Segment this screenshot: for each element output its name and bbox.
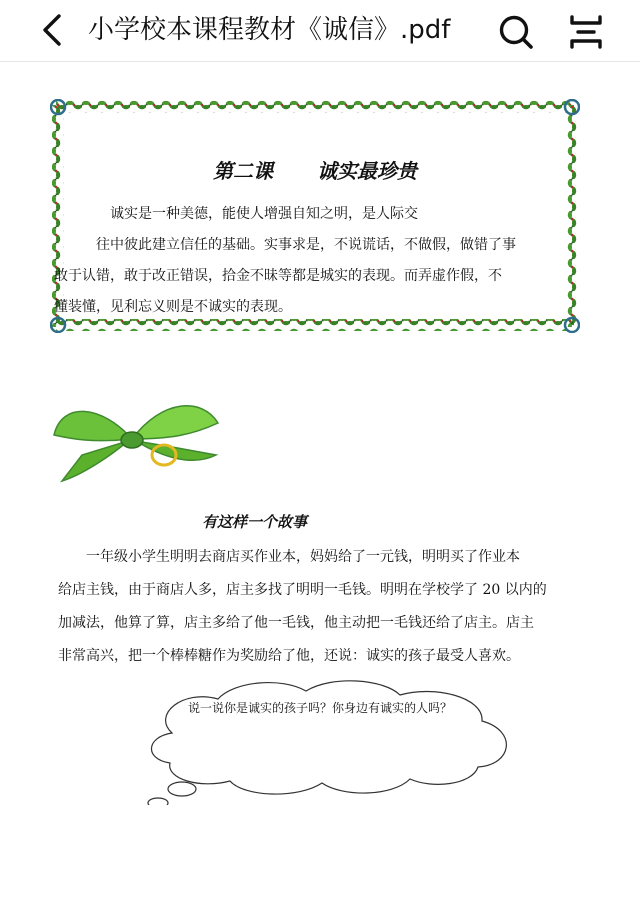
story-body [58, 541, 598, 673]
story-line: 给店主钱，由于商店人多，店主多找了明明一毛钱。明明在学校学了 20 以内的 [58, 582, 547, 598]
cloud-icon [122, 675, 522, 805]
bow-image [52, 395, 220, 487]
lesson-intro [54, 199, 574, 323]
lesson-heading [50, 155, 580, 184]
lesson-frame [50, 99, 580, 333]
lesson-line: 懂装懂，见利忘义则是不诚实的表现。 [54, 299, 292, 315]
thought-question: 说一说你是诚实的孩子吗？你身边有诚实的人吗？ [188, 701, 453, 715]
pdf-page [0, 63, 640, 901]
green-bow-icon [52, 395, 220, 487]
lesson-title: 诚实最珍贵 [317, 159, 417, 183]
lesson-line: 往中彼此建立信任的基础。实事求是，不说谎话，不做假，做错了事 [54, 237, 516, 253]
story-line: 非常高兴，把一个棒棒糖作为奖励给了他，还说：诚实的孩子最受人喜欢。 [58, 648, 520, 664]
lesson-line: 敢于认错，敢于改正错误，拾金不昧等都是城实的表现。而弄虚作假，不 [54, 268, 502, 284]
story-line: 一年级小学生明明去商店买作业本，妈妈给了一元钱，明明买了作业本 [58, 549, 520, 565]
lesson-line: 诚实是一种美德，能使人增强自知之明，是人际交 [54, 206, 418, 222]
thought-bubble [122, 675, 522, 805]
lesson-number: 第二课 [213, 159, 273, 183]
document-title: 小学校本课程教材《诚信》.pdf [88, 15, 451, 45]
chevron-left-icon[interactable] [34, 10, 74, 50]
fold-icon[interactable] [566, 12, 606, 52]
story-heading: 有这样一个故事 [202, 513, 308, 531]
search-icon[interactable] [496, 12, 536, 52]
story-line: 加减法，他算了算，店主多给了他一毛钱，他主动把一毛钱还给了店主。店主 [58, 615, 534, 631]
top-app-bar [0, 0, 640, 62]
